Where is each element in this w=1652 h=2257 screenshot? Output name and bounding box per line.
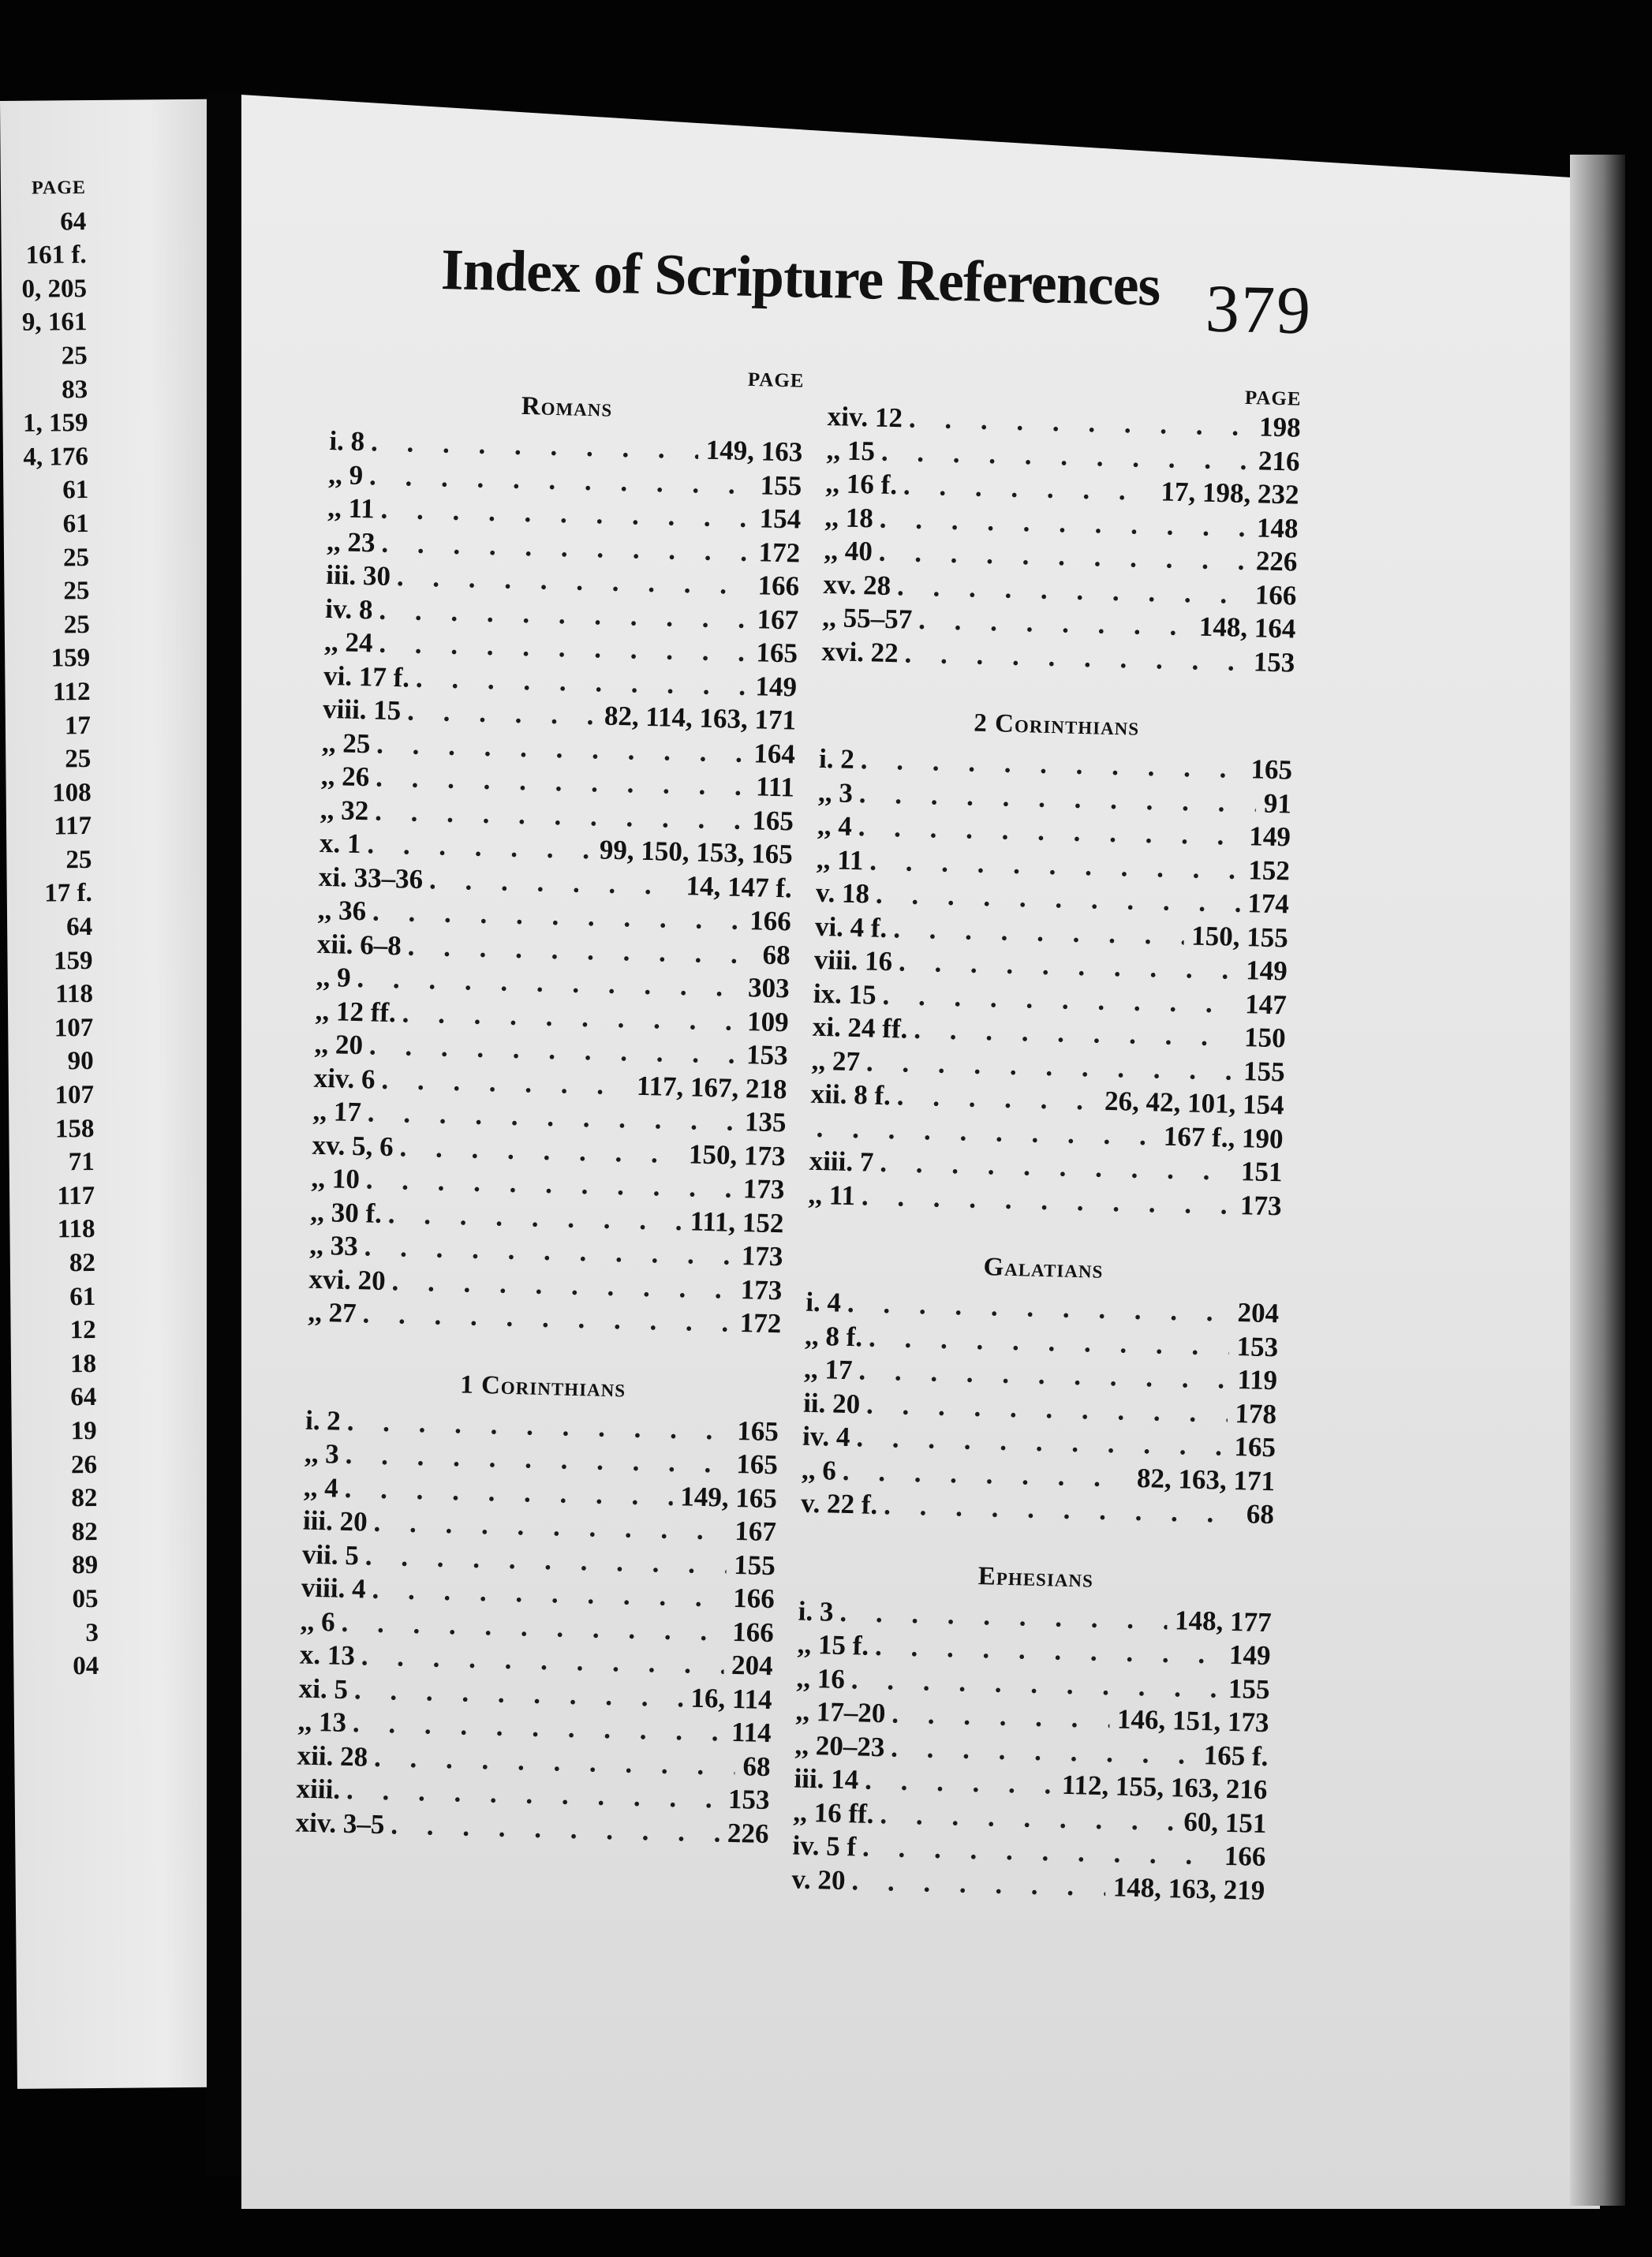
scripture-reference: xi. 33–36 — [318, 861, 424, 895]
left-page-number: 117 — [57, 1181, 95, 1211]
page-references: 167 — [757, 603, 799, 636]
book-heading: 1 Corinthians — [459, 1370, 626, 1403]
page-references: 167 — [734, 1515, 777, 1548]
page-references: 153 — [746, 1039, 789, 1071]
left-page-number: 159 — [50, 644, 91, 673]
page-references: 153 — [727, 1783, 771, 1816]
scripture-reference: ,, 11 — [816, 843, 864, 876]
left-page-number: 118 — [57, 1215, 95, 1244]
page-references: 60, 151 — [1183, 1806, 1267, 1839]
left-page-number: 25 — [62, 543, 90, 572]
page-references: 166 — [731, 1616, 775, 1648]
page-references: 165 — [1234, 1430, 1276, 1463]
page-references: 155 — [1243, 1055, 1286, 1087]
dot-leader — [399, 1131, 681, 1170]
page-references: 167 f., 190 — [1163, 1120, 1284, 1154]
page-references: 216 — [1258, 444, 1301, 477]
page-references: 154 — [759, 503, 802, 535]
left-page-number: 05 — [72, 1584, 99, 1614]
left-page-number-column — [1, 171, 99, 1684]
dot-leader — [429, 864, 678, 902]
scripture-reference: xiv. 12 — [827, 400, 903, 434]
left-page-number: 19 — [70, 1416, 97, 1446]
page-references: 148 — [1256, 511, 1299, 544]
page-references: 204 — [731, 1649, 774, 1682]
page-references: 16, 114 — [690, 1682, 773, 1715]
scripture-reference: vi. 4 f. — [814, 910, 888, 944]
scripture-reference: ,, 32 — [320, 794, 369, 826]
dot-leader — [891, 1698, 1110, 1735]
book-heading: Ephesians — [977, 1561, 1094, 1594]
page-references: 155 — [733, 1549, 776, 1581]
page-references: 149 — [1248, 820, 1291, 853]
book-heading: Romans — [521, 391, 613, 423]
page-references: 165 — [735, 1448, 779, 1481]
scripture-reference: ,, 20–23 — [794, 1728, 885, 1762]
page-references: 147 — [1244, 988, 1288, 1020]
left-page-number: 90 — [67, 1047, 94, 1076]
scripture-reference: ,, 17–20 — [795, 1695, 886, 1729]
page-references: 68 — [1246, 1498, 1275, 1530]
dot-leader — [880, 1799, 1176, 1837]
scripture-reference: xv. 28 — [823, 568, 891, 601]
index-column-left — [295, 359, 805, 1852]
left-page-number: 118 — [55, 980, 94, 1009]
left-page-number: 25 — [65, 745, 92, 774]
scripture-reference: ,, 13 — [297, 1706, 347, 1738]
page-references: 99, 150, 153, 165 — [599, 834, 794, 870]
scripture-reference: x. 1 — [319, 827, 361, 860]
scripture-reference: iii. 14 — [794, 1762, 859, 1796]
page-references: 155 — [760, 469, 802, 502]
left-page-number: 25 — [63, 577, 90, 606]
page-references: 178 — [1235, 1397, 1277, 1429]
left-page-number: 18 — [69, 1349, 97, 1379]
page-references: 173 — [1239, 1189, 1282, 1221]
page-references: 149 — [755, 670, 798, 703]
page-references: 17, 198, 232 — [1161, 476, 1300, 510]
page-references: 198 — [1258, 411, 1302, 443]
page-references: 173 — [741, 1240, 783, 1272]
left-page-number: 9, 161 — [21, 308, 88, 338]
page-references: 226 — [1255, 545, 1298, 577]
dot-leader — [891, 1732, 1196, 1770]
page-references: 148, 164 — [1198, 611, 1296, 645]
scripture-reference: xvi. 22 — [821, 635, 899, 668]
scripture-reference: ,, 18 — [824, 501, 874, 533]
left-page-number: 112 — [52, 677, 91, 707]
page-references: 135 — [744, 1106, 787, 1138]
left-page-number: 159 — [53, 946, 93, 976]
left-page-number: 25 — [61, 342, 88, 371]
page-references: 173 — [740, 1273, 783, 1306]
page-references: 303 — [747, 972, 790, 1004]
page-references: 174 — [1246, 887, 1290, 920]
page-references: 14, 147 f. — [686, 869, 793, 903]
left-page-number: 82 — [71, 1484, 98, 1513]
dot-leader — [903, 469, 1153, 507]
scripture-reference: xii. 8 f. — [810, 1078, 891, 1112]
left-page-number: 108 — [51, 778, 92, 808]
page-references: 114 — [731, 1716, 772, 1749]
scripture-reference: ,, 17 — [312, 1095, 362, 1128]
page-references: 68 — [762, 939, 791, 970]
left-page-number: 161 f. — [25, 241, 87, 270]
page-references: 172 — [758, 536, 801, 569]
page-references: 82, 114, 163, 171 — [604, 700, 797, 736]
scripture-reference: ,, 26 — [320, 760, 370, 793]
scripture-reference: ,, 16 — [796, 1662, 846, 1695]
page-references: 91 — [1263, 787, 1292, 819]
page-references: 164 — [753, 737, 796, 770]
page-references: 165 f. — [1203, 1739, 1269, 1772]
page-references: 226 — [727, 1817, 769, 1849]
left-page-number: 0, 205 — [21, 274, 88, 304]
page-references: 150, 173 — [688, 1138, 786, 1171]
left-page-number: 83 — [62, 375, 88, 404]
left-page-number: 25 — [65, 845, 92, 875]
scripture-reference: ,, 9 — [327, 458, 364, 491]
scripture-reference: i. 3 — [798, 1595, 834, 1627]
left-page-number: 107 — [54, 1081, 95, 1110]
scripture-reference: xi. 24 ff. — [812, 1011, 908, 1044]
page-references: 165 — [756, 637, 798, 669]
dot-leader — [842, 1455, 1129, 1493]
dot-leader — [896, 1080, 1097, 1116]
left-page-number: 89 — [72, 1551, 99, 1580]
scripture-reference: iv. 4 — [802, 1420, 850, 1453]
scripture-reference: xi. 5 — [298, 1672, 349, 1705]
scripture-reference: xiv. 6 — [313, 1062, 376, 1095]
scripture-reference: x. 13 — [299, 1639, 356, 1672]
page-references: 165 — [736, 1414, 779, 1447]
column-page-header: PAGE — [1244, 387, 1302, 410]
page-references: 204 — [1237, 1297, 1280, 1329]
scripture-reference: ,, 40 — [824, 534, 873, 567]
page-references: 111, 152 — [690, 1205, 784, 1239]
scripture-reference: ,, 20 — [314, 1028, 364, 1061]
dot-leader — [865, 1765, 1055, 1801]
page-references: 173 — [742, 1173, 785, 1205]
scripture-reference: ,, 16 ff. — [793, 1796, 875, 1829]
left-page-number: 158 — [54, 1114, 95, 1144]
page-references: 155 — [1228, 1672, 1271, 1705]
scripture-reference: ,, 17 — [803, 1353, 853, 1386]
page-references: 165 — [1250, 753, 1293, 786]
column-page-header: PAGE — [747, 368, 805, 392]
scripture-reference: ,, 6 — [300, 1605, 336, 1638]
scripture-reference: ,, 24 — [323, 626, 373, 659]
page-references: 26, 42, 101, 154 — [1104, 1085, 1285, 1121]
left-page-number: 64 — [65, 913, 93, 942]
page-references: 148, 163, 219 — [1112, 1870, 1265, 1906]
scripture-reference: ,, 4 — [303, 1471, 339, 1504]
scripture-reference: ,, 33 — [309, 1229, 359, 1262]
page-references: 166 — [757, 570, 800, 602]
dot-leader — [367, 828, 592, 865]
scripture-reference: ,, 25 — [321, 727, 371, 759]
dot-leader — [851, 1865, 1105, 1903]
page-references: 166 — [749, 905, 792, 937]
book-heading: 2 Corinthians — [973, 708, 1140, 742]
left-page-number: 64 — [60, 207, 87, 236]
scripture-reference: vi. 17 f. — [323, 660, 410, 693]
page-references: 149, 165 — [679, 1480, 778, 1514]
page-references: 117, 167, 218 — [636, 1070, 788, 1104]
page-references: 149 — [1228, 1639, 1272, 1672]
scripture-reference: ,, 8 f. — [804, 1320, 863, 1352]
left-page-number: 4, 176 — [23, 442, 89, 472]
scripture-reference: ,, 23 — [326, 525, 376, 558]
scripture-reference: xii. 6–8 — [316, 928, 402, 961]
left-page-number: 12 — [69, 1316, 96, 1345]
scripture-reference: ,, 11 — [808, 1179, 856, 1211]
left-page-number: 17 f. — [44, 879, 92, 909]
page-references: 149 — [1245, 955, 1288, 987]
left-page-number: 107 — [54, 1013, 94, 1043]
page-references: 111 — [755, 771, 795, 803]
scripture-reference: iii. 20 — [302, 1504, 368, 1538]
book-heading: Galatians — [983, 1253, 1104, 1284]
scripture-reference: ,, 3 — [304, 1437, 340, 1470]
scripture-reference: xvi. 20 — [308, 1263, 387, 1296]
left-page-number: 1, 159 — [22, 409, 88, 438]
index-column-right — [791, 377, 1302, 1908]
left-page-number: 26 — [70, 1450, 98, 1479]
scripture-reference: ,, 55–57 — [822, 601, 913, 635]
dot-leader — [893, 913, 1184, 951]
dot-leader — [918, 604, 1192, 642]
page-number: 379 — [1204, 270, 1314, 349]
scripture-reference: iv. 8 — [324, 592, 374, 625]
page-references: 146, 151, 173 — [1116, 1703, 1269, 1739]
scripture-reference: i. 2 — [818, 742, 855, 775]
page-title: Index of Scripture References — [440, 237, 1161, 319]
page-references: 148, 177 — [1174, 1604, 1273, 1638]
scripture-reference: ,, 36 — [317, 894, 367, 927]
scripture-reference: iv. 5 f — [792, 1829, 857, 1863]
scripture-reference: i. 4 — [805, 1286, 842, 1318]
page-references: 68 — [742, 1750, 772, 1782]
scripture-reference: viii. 4 — [301, 1571, 367, 1605]
scripture-reference: ,, 6 — [801, 1454, 837, 1486]
dot-leader — [381, 1063, 630, 1101]
scripture-reference: viii. 16 — [813, 944, 893, 977]
dot-leader — [387, 1198, 682, 1237]
scripture-reference: i. 8 — [328, 424, 365, 458]
page-references: 150, 155 — [1190, 919, 1289, 953]
page-references: 149, 163 — [705, 434, 803, 468]
scripture-reference: ,, 9 — [316, 961, 352, 993]
left-page-number: 64 — [70, 1383, 97, 1412]
left-page-number: 3 — [85, 1618, 99, 1647]
page-references: 151 — [1240, 1156, 1284, 1188]
scripture-reference: ,, 16 f. — [825, 467, 898, 501]
scripture-reference: ,, 11 — [327, 491, 376, 525]
scripture-reference: ,, 10 — [311, 1162, 361, 1195]
page-references: 166 — [732, 1582, 776, 1615]
page-references: 166 — [1224, 1840, 1266, 1873]
scripture-reference: ,, 27 — [811, 1044, 861, 1077]
dot-leader — [407, 695, 597, 731]
left-page-number: 117 — [54, 812, 92, 841]
left-page-number: 04 — [73, 1652, 99, 1681]
scripture-reference: ,, 30 f. — [310, 1196, 383, 1229]
page-edge-shadow — [1570, 155, 1625, 2206]
scripture-reference: ,, 15 — [826, 434, 876, 466]
scripture-reference: i. 2 — [305, 1404, 342, 1437]
scripture-reference: ,, 27 — [307, 1296, 357, 1329]
page-references: 153 — [1236, 1330, 1279, 1362]
scripture-reference: xiii. — [296, 1773, 341, 1805]
left-page-number: 17 — [64, 711, 92, 740]
scripture-reference: ii. 20 — [802, 1387, 861, 1419]
book-gutter — [207, 93, 241, 2176]
page-references: 152 — [1247, 854, 1291, 886]
scripture-reference: v. 20 — [791, 1863, 847, 1896]
page-references: 82, 163, 171 — [1136, 1462, 1276, 1497]
left-page-number: 82 — [71, 1517, 98, 1547]
page-references: 150 — [1243, 1022, 1287, 1054]
page-references: 112, 155, 163, 216 — [1061, 1769, 1268, 1806]
page-references: 119 — [1237, 1364, 1278, 1396]
scripture-reference: viii. 15 — [322, 693, 402, 727]
left-page-header: PAGE — [31, 177, 87, 199]
scripture-reference: xiii. 7 — [809, 1145, 874, 1178]
page-references: 153 — [1253, 645, 1295, 678]
scripture-reference: iii. 30 — [325, 559, 391, 592]
scripture-reference: xii. 28 — [297, 1739, 368, 1773]
scripture-reference: xiv. 3–5 — [295, 1806, 385, 1840]
page-references: 109 — [746, 1005, 790, 1037]
scripture-reference: ,, 3 — [817, 776, 854, 809]
left-page-number: 61 — [62, 476, 89, 505]
left-page-fragment — [0, 99, 229, 2089]
scripture-reference: ,, 15 f. — [797, 1628, 869, 1661]
left-page-number: 61 — [62, 509, 89, 539]
scripture-reference: ix. 15 — [813, 977, 877, 1011]
left-page-number: 82 — [69, 1249, 96, 1278]
left-page-number: 71 — [68, 1148, 95, 1177]
scripture-reference: v. 22 f. — [800, 1487, 878, 1520]
dot-leader — [914, 1014, 1237, 1053]
scripture-reference: ,, 12 ff. — [315, 995, 397, 1028]
scripture-reference: vii. 5 — [301, 1538, 360, 1571]
page-references: 166 — [1254, 578, 1297, 611]
scripture-reference: xv. 5, 6 — [312, 1129, 394, 1162]
scripture-reference: v. 18 — [815, 876, 870, 910]
left-page-number: 61 — [69, 1282, 96, 1311]
page-references: 172 — [739, 1307, 782, 1340]
scripture-reference: ,, 4 — [817, 809, 853, 842]
page-references: 165 — [751, 804, 794, 836]
left-page-number: 25 — [63, 610, 90, 640]
